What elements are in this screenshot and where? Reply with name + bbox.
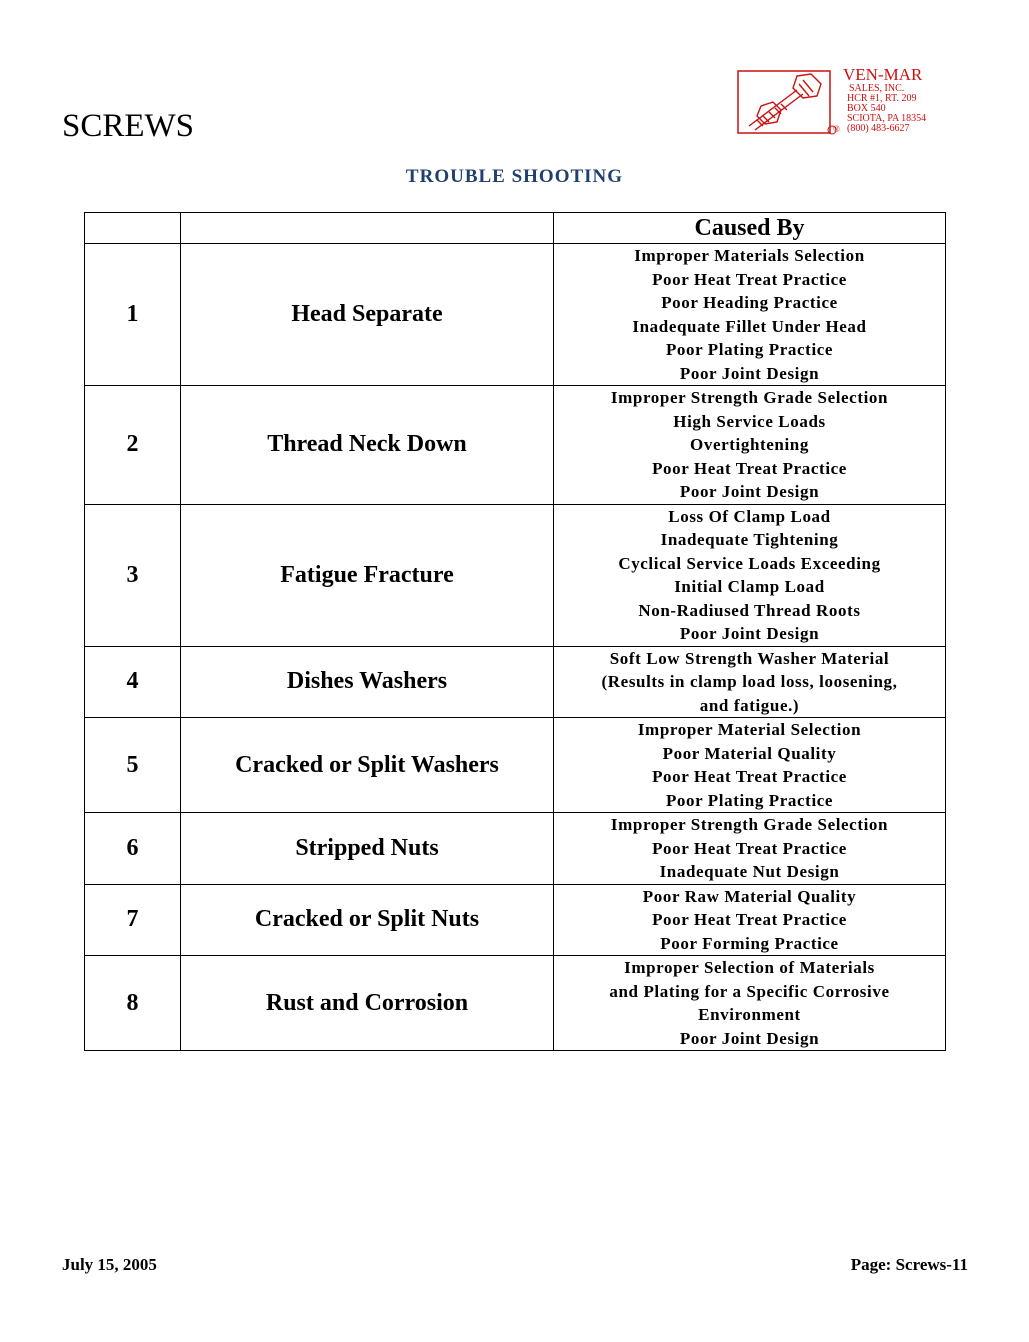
causes-cell [554, 956, 946, 1051]
row-number: 1 [85, 244, 181, 386]
logo-address-line: SALES, INC. [849, 83, 905, 94]
row-number: 6 [85, 813, 181, 885]
problem-name: Dishes Washers [181, 646, 554, 718]
cause-item: Poor Joint Design [679, 363, 820, 383]
cause-item: Poor Heading Practice [661, 293, 838, 312]
causes-cell [554, 646, 946, 718]
row-number: 8 [85, 956, 181, 1051]
cause-item: Non-Radiused Thread Roots [638, 600, 861, 620]
table-row [85, 244, 946, 386]
cause-item: Environment [698, 1005, 801, 1024]
causes-cell [554, 813, 946, 885]
problem-name: Fatigue Fracture [181, 504, 554, 646]
causes-cell [554, 884, 946, 956]
table-body [85, 244, 946, 1051]
row-number: 3 [85, 504, 181, 646]
table-header-row [85, 213, 946, 244]
problem-name: Stripped Nuts [181, 813, 554, 885]
section-subtitle: TROUBLE SHOOTING [405, 166, 624, 187]
cause-item: Poor Heat Treat Practice [652, 910, 847, 929]
cause-item: Poor Plating Practice [665, 790, 834, 810]
causes-cell [554, 504, 946, 646]
table-row [85, 718, 946, 813]
problem-name: Cracked or Split Washers [181, 718, 554, 813]
cause-item: Overtightening [690, 435, 809, 454]
causes-cell [554, 244, 946, 386]
cause-item: Inadequate Fillet Under Head [632, 316, 867, 336]
cause-item: Cyclical Service Loads Exceeding [618, 553, 881, 573]
cause-item: Poor Heat Treat Practice [652, 269, 847, 289]
header-problem-cell [181, 213, 554, 244]
cause-item: Inadequate Nut Design [659, 862, 840, 881]
problem-name: Head Separate [181, 244, 554, 386]
header-caused-by: Caused By [554, 213, 946, 244]
cause-item: Improper Materials Selection [634, 246, 865, 265]
problem-name: Rust and Corrosion [181, 956, 554, 1051]
logo-phone: (800) 483-6627 [847, 123, 910, 134]
page-title: SCREWS [62, 108, 195, 144]
cause-item: Improper Material Selection [637, 720, 862, 739]
logo-address-line: HCR #1, RT. 209 [847, 93, 917, 104]
cause-item: Poor Forming Practice [660, 933, 839, 953]
footer-date: July 15, 2005 [62, 1255, 157, 1274]
cause-item: Poor Material Quality [662, 743, 837, 763]
cause-item: Inadequate Tightening [660, 530, 839, 549]
registered-mark: ® [833, 124, 840, 134]
cause-item: (Results in clamp load loss, loosening, [601, 672, 898, 691]
logo-address-line: SCIOTA, PA 18354 [847, 113, 927, 124]
cause-item: Poor Raw Material Quality [642, 886, 857, 906]
row-number: 4 [85, 646, 181, 718]
bolt-logo-icon [737, 70, 837, 136]
logo-address-line: BOX 540 [847, 103, 886, 114]
footer-page-number: Page: Screws-11 [850, 1255, 968, 1274]
table-row [85, 813, 946, 885]
cause-item: Poor Heat Treat Practice [652, 838, 847, 858]
cause-item: and fatigue.) [699, 695, 800, 715]
causes-cell [554, 718, 946, 813]
table-row [85, 504, 946, 646]
table-row [85, 884, 946, 956]
cause-item: Poor Joint Design [679, 1028, 820, 1048]
table-row [85, 646, 946, 718]
causes-cell [554, 386, 946, 505]
row-number: 7 [85, 884, 181, 956]
problem-name: Cracked or Split Nuts [181, 884, 554, 956]
logo-company-name: VEN-MAR [843, 65, 923, 84]
cause-item: Soft Low Strength Washer Material [609, 648, 890, 668]
table-row [85, 386, 946, 505]
cause-item: Loss Of Clamp Load [668, 506, 831, 526]
cause-item: Improper Strength Grade Selection [610, 815, 889, 834]
row-number: 2 [85, 386, 181, 505]
cause-item: Poor Plating Practice [665, 340, 834, 359]
cause-item: and Plating for a Specific Corrosive [609, 981, 890, 1001]
cause-item: Improper Strength Grade Selection [610, 388, 889, 407]
table-row [85, 956, 946, 1051]
trouble-shooting-table [84, 212, 946, 1051]
cause-item: Improper Selection of Materials [624, 958, 875, 977]
cause-item: Poor Heat Treat Practice [652, 767, 847, 786]
header-number-cell [85, 213, 181, 244]
cause-item: High Service Loads [673, 411, 826, 431]
cause-item: Poor Heat Treat Practice [652, 458, 847, 478]
cause-item: Poor Joint Design [679, 482, 820, 501]
problem-name: Thread Neck Down [181, 386, 554, 505]
company-logo [737, 66, 962, 138]
row-number: 5 [85, 718, 181, 813]
cause-item: Poor Joint Design [679, 624, 820, 643]
cause-item: Initial Clamp Load [674, 577, 825, 596]
